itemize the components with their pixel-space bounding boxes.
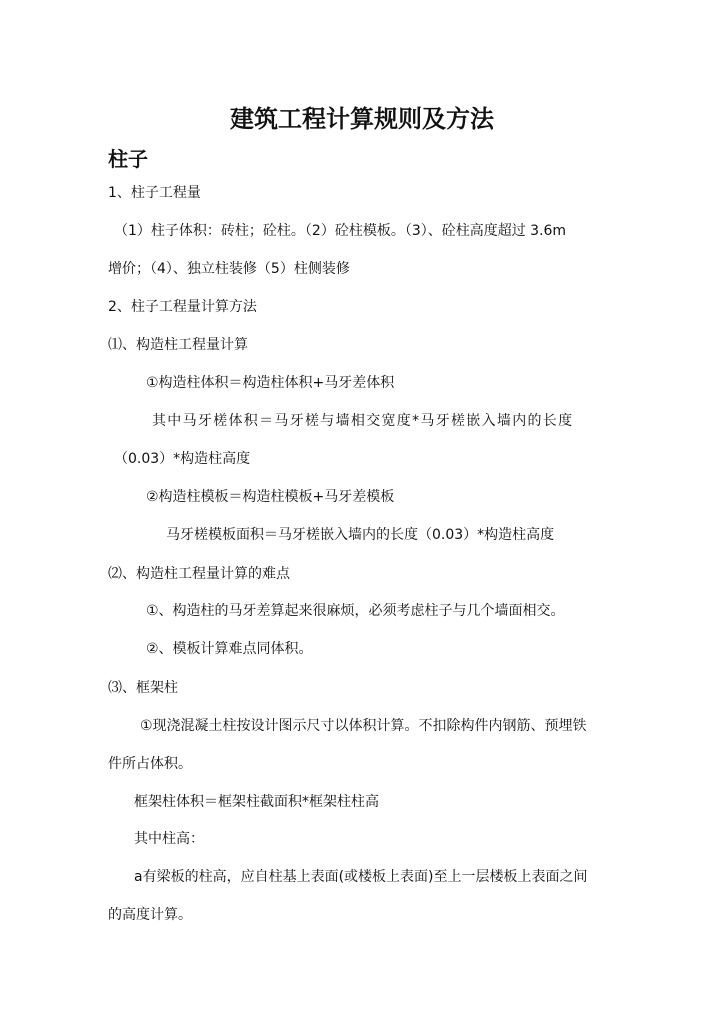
text-line: 增价；（4）、独立柱装修（5）柱侧装修 bbox=[108, 261, 350, 277]
text-line: ⑴、构造柱工程量计算 bbox=[108, 337, 248, 353]
text-line: ①构造柱体积＝构造柱体积+马牙差体积 bbox=[146, 375, 395, 391]
text-line: 其中柱高： bbox=[134, 831, 204, 847]
text-line: ⑶、框架柱 bbox=[108, 680, 178, 696]
text-line: ①现浇混凝土柱按设计图示尺寸以体积计算。不扣除构件内钢筋、预埋铁 bbox=[140, 718, 587, 734]
text-line: 的高度计算。 bbox=[108, 907, 192, 923]
text-line: 2、柱子工程量计算方法 bbox=[108, 299, 257, 315]
text-line: ②、模板计算难点同体积。 bbox=[146, 641, 313, 657]
text-line: 1、柱子工程量 bbox=[108, 185, 201, 201]
text-line: （1）柱子体积：砖柱；砼柱。（2）砼柱模板。（3）、砼柱高度超过 3.6m bbox=[114, 223, 567, 239]
text-line: a有梁板的柱高，应自柱基上表面(或楼板上表面)至上一层楼板上表面之间 bbox=[134, 869, 588, 885]
text-line: （0.03）*构造柱高度 bbox=[114, 451, 251, 467]
text-line: 件所占体积。 bbox=[108, 756, 192, 772]
text-line: ⑵、构造柱工程量计算的难点 bbox=[108, 566, 290, 582]
section-heading: 柱子 bbox=[108, 147, 148, 171]
text-line: ②构造柱模板＝构造柱模板+马牙差模板 bbox=[146, 489, 395, 505]
text-line: 其中马牙槎体积＝马牙槎与墙相交宽度*马牙槎嵌入墙内的长度 bbox=[152, 413, 574, 429]
page-title: 建筑工程计算规则及方法 bbox=[230, 105, 494, 133]
text-line: 马牙槎模板面积＝马牙槎嵌入墙内的长度（0.03）*构造柱高度 bbox=[166, 527, 555, 543]
text-line: ①、构造柱的马牙差算起来很麻烦，必须考虑柱子与几个墙面相交。 bbox=[146, 603, 565, 619]
text-line: 框架柱体积＝框架柱截面积*框架柱柱高 bbox=[134, 794, 379, 810]
